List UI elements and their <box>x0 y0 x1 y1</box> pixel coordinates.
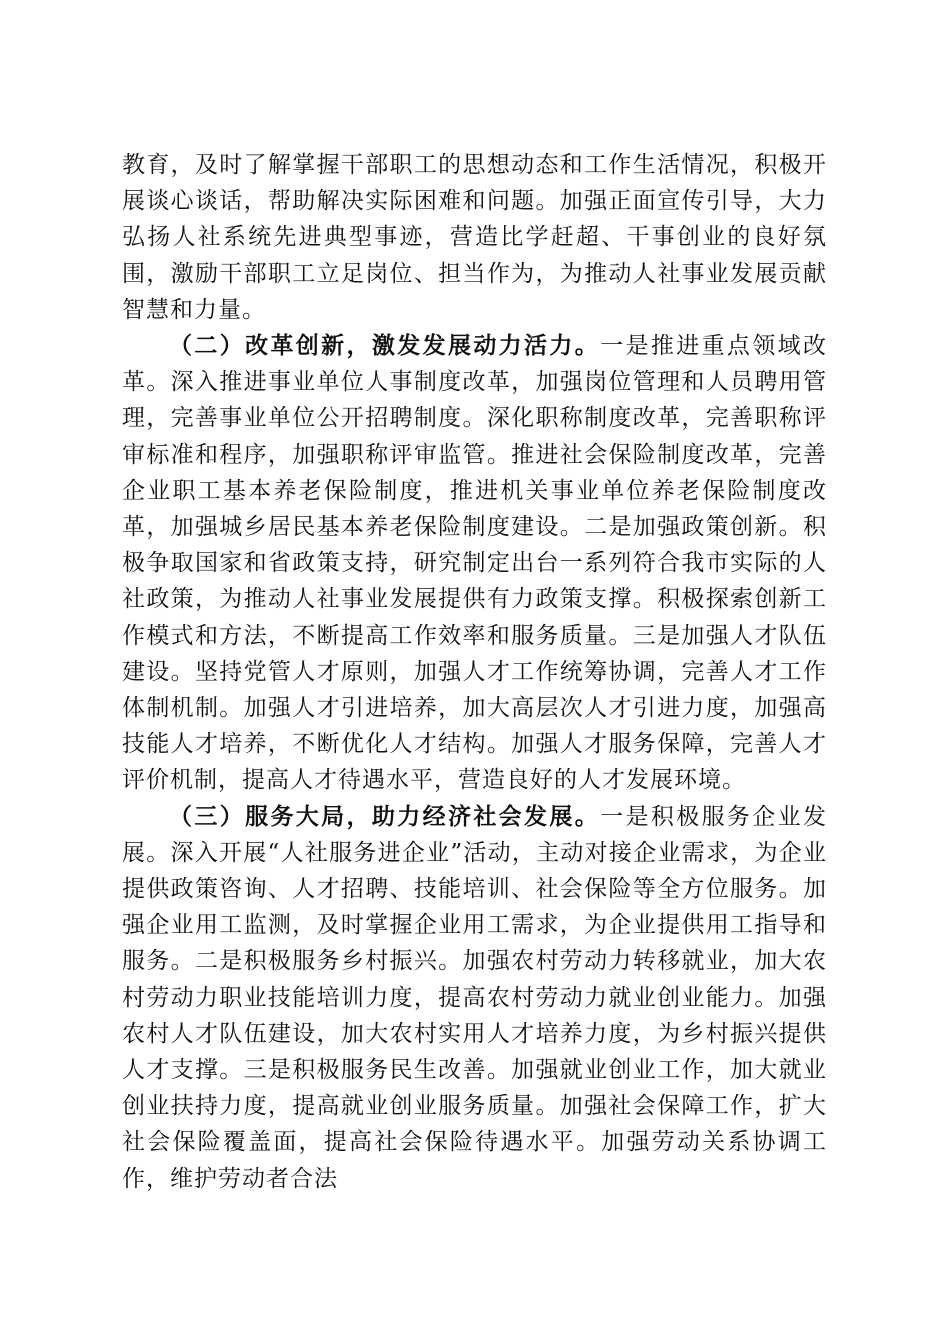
section-heading-2: （二）改革创新，激发发展动力活力。 <box>169 332 601 360</box>
paragraph-1 <box>122 147 827 328</box>
section-heading-3: （三）服务大局，助力经济社会发展。 <box>169 802 601 830</box>
document-page <box>122 147 827 1197</box>
paragraph-2 <box>122 328 827 799</box>
paragraph-3-text: 一是积极服务企业发展。深入开展“人社服务进企业”活动，主动对接企业需求，为企业提供政策咨询、人才招聘、技能培训、社会保险等全方位服务。加强企业用工监测，及时掌握企业用工需求，为企业提供用工指导和服务。二是积极服务乡村振兴。加强农村劳动力转移就业，加大农村劳动力职业技能培训力度，提高农村劳动力就业创业能力。加强农村人才队伍建设，加大农村实用人才培养力度，为乡村振兴提供人才支撑。三是积极服务民生改善。加强就业创业工作，加大就业创业扶持力度，提高就业创业服务质量。加强社会保障工作，扩大社会保险覆盖面，提高社会保险待遇水平。加强劳动关系协调工作，维护劳动者合法 <box>122 803 828 1192</box>
paragraph-3 <box>122 799 827 1197</box>
paragraph-1-text: 教育，及时了解掌握干部职工的思想动态和工作生活情况，积极开展谈心谈话，帮助解决实际困难和问题。加强正面宣传引导，大力弘扬人社系统先进典型事迹，营造比学赶超、干事创业的良好氛围，激励干部职工立足岗位、担当作为，为推动人社事业发展贡献智慧和力量。 <box>122 152 827 323</box>
paragraph-2-text: 一是推进重点领域改革。深入推进事业单位人事制度改革，加强岗位管理和人员聘用管理，完善事业单位公开招聘制度。深化职称制度改革，完善职称评审标准和程序，加强职称评审监管。推进社会保险制度改革，完善企业职工基本养老保险制度，推进机关事业单位养老保险制度改革，加强城乡居民基本养老保险制度建设。二是加强政策创新。积极争取国家和省政策支持，研究制定出台一系列符合我市实际的人社政策，为推动人社事业发展提供有力政策支撑。积极探索创新工作模式和方法，不断提高工作效率和服务质量。三是加强人才队伍建设。坚持党管人才原则，加强人才工作统筹协调，完善人才工作体制机制。加强人才引进培养，加大高层次人才引进力度，加强高技能人才培养，不断优化人才结构。加强人才服务保障，完善人才评价机制，提高人才待遇水平，营造良好的人才发展环境。 <box>122 333 828 794</box>
